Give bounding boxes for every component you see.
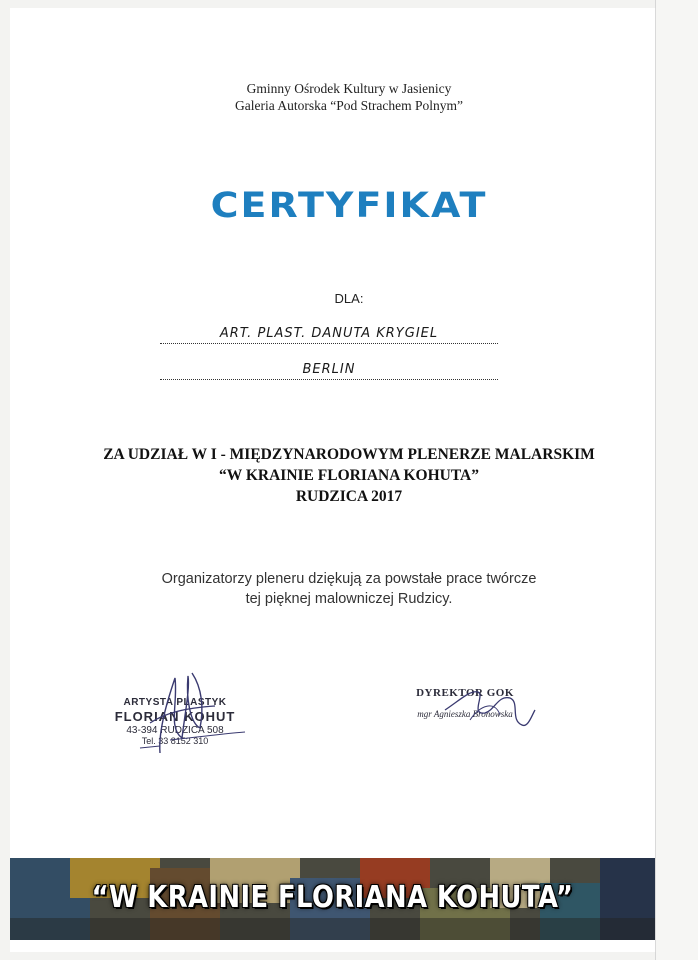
director-name: mgr Agnieszka Bronowska bbox=[417, 709, 513, 719]
stamp-address: 43-394 RUDZICA 508 bbox=[126, 725, 224, 736]
award-line-1: ZA UDZIAŁ W I - MIĘDZYNARODOWYM PLENERZE MALARSKIM bbox=[103, 446, 595, 463]
stamp-artist-name: FLORIAN KOHUT bbox=[114, 709, 236, 724]
recipient-city: BERLIN bbox=[302, 362, 356, 377]
painted-banner bbox=[10, 858, 655, 940]
banner-title: “W KRAINIE FLORIANA KOHUTA” bbox=[91, 880, 574, 915]
award-line-2: “W KRAINIE FLORIANA KOHUTA” bbox=[219, 467, 479, 484]
gallery-name: Galeria Autorska “Pod Strachem Polnym” bbox=[235, 98, 463, 113]
for-label: DLA: bbox=[334, 291, 364, 306]
stamp-role: ARTYSTA PLASTYK bbox=[123, 697, 227, 708]
recipient-name: ART. PLAST. DANUTA KRYGIEL bbox=[219, 326, 439, 341]
director-signature bbox=[440, 680, 540, 740]
director-title: DYREKTOR GOK bbox=[416, 687, 514, 699]
artist-signature bbox=[130, 668, 250, 763]
stamp-phone: Tel. 33 8152 310 bbox=[141, 736, 209, 746]
thanks-line-2: tej pięknej malowniczej Rudzicy. bbox=[245, 591, 453, 607]
certificate-title: CERTYFIKAT bbox=[210, 184, 488, 226]
award-line-3: RUDZICA 2017 bbox=[295, 488, 403, 505]
recipient-city-line bbox=[160, 379, 498, 380]
recipient-name-line bbox=[160, 343, 498, 344]
thanks-line-1: Organizatorzy pleneru dziękują za powstałe prace twórcze bbox=[161, 571, 537, 587]
organizer-name: Gminny Ośrodek Kultury w Jasienicy bbox=[246, 81, 452, 96]
